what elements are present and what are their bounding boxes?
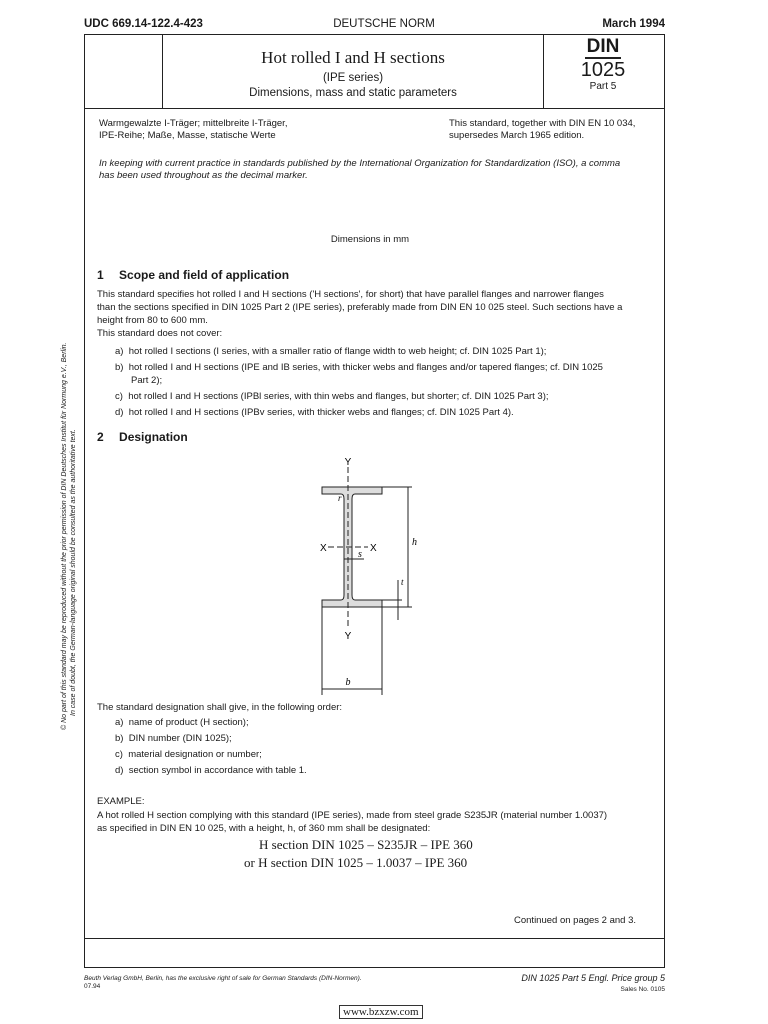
list-item (115, 406, 670, 419)
publisher-note (84, 975, 362, 991)
section-title: Designation (119, 430, 188, 444)
side-note-line: © No part of this standard may be reproduced without the prior permission of DIN Deutsches Institut für Normung e.V., Berlin. (61, 342, 68, 730)
dimensions-note: Dimensions in mm (330, 234, 410, 245)
document-subtitle: (IPE series) (322, 72, 384, 84)
section-1-list (115, 345, 670, 419)
section-number: 1 (97, 268, 104, 282)
edition-code: 07.94 (84, 983, 101, 990)
section-2-heading (97, 430, 188, 444)
section-1-heading (97, 268, 289, 282)
watermark-link[interactable]: www.bzxzw.com (339, 1005, 423, 1019)
designation-example-2: or H section DIN 1025 – 1.0037 – IPE 360 (244, 855, 468, 870)
section-number: 2 (97, 430, 104, 444)
title-divider (84, 108, 665, 109)
footer-reference: DIN 1025 Part 5 Engl. Price group 5 (521, 973, 665, 983)
example-line: as specified in DIN EN 10 025, with a height, h, of 360 mm shall be designated: (97, 823, 431, 834)
para-line: than the sections specified in DIN 1025 Part 2 (IPE series), preferably made from DIN EN 10 025 steel. Such sections have a (97, 302, 623, 313)
section-1-para (97, 288, 667, 340)
example-line: A hot rolled H section complying with this standard (IPE series), made from steel grade S235JR (material number 1.0037) (97, 810, 608, 821)
list-item (115, 716, 307, 729)
list-mark: c) (115, 391, 123, 402)
norm-label: DEUTSCHE NORM (333, 18, 435, 30)
issue-date: March 1994 (602, 18, 665, 30)
din-word: DIN (586, 36, 620, 57)
list-item (115, 732, 307, 745)
iso-note-line: In keeping with current practice in standards published by the International Organization for Standardization (ISO), a comma (99, 158, 621, 169)
list-mark: b) (115, 733, 124, 744)
list-text: hot rolled I and H sections (IPBl series, with thin webs and flanges, but shorter; cf. DIN 1025 Part 3); (128, 391, 549, 402)
german-title-line: Warmgewalzte I-Träger; mittelbreite I-Träger, (99, 118, 288, 129)
iso-note-line: has been used throughout as the decimal marker. (99, 170, 308, 181)
document-title: Hot rolled I and H sections (261, 48, 445, 67)
copyright-side-note (60, 270, 100, 730)
designation-example-1: H section DIN 1025 – S235JR – IPE 360 (259, 837, 473, 852)
section-title: Scope and field of application (119, 268, 290, 282)
list-text: Part 2); (131, 375, 163, 386)
para-line: This standard specifies hot rolled I and H sections ('H sections', for short) that have parallel flanges and narrower flanges (97, 289, 604, 300)
list-item (115, 748, 307, 761)
designation-list (115, 716, 307, 777)
list-text: hot rolled I sections (I series, with a smaller ratio of flange width to web height; cf. DIN 1025 Part 1); (128, 346, 547, 357)
list-mark: c) (115, 749, 123, 760)
list-text: hot rolled I and H sections (IPBv series, with thicker webs and flanges; cf. DIN 1025 Part 4). (128, 407, 514, 418)
din-part: Part 5 (589, 81, 617, 92)
din-number: 1025 (580, 59, 626, 81)
figure-label-r: r (338, 493, 342, 503)
german-title (99, 118, 287, 142)
list-mark: a) (115, 346, 124, 357)
supersedes-line: This standard, together with DIN EN 10 034, (449, 118, 636, 129)
list-mark: b) (115, 362, 124, 373)
udc-code: UDC 669.14-122.4-423 (84, 18, 203, 30)
sales-number: Sales No. 0105 (620, 986, 665, 993)
figure-label-y-bottom: Y (344, 631, 352, 642)
list-mark: d) (115, 407, 124, 418)
figure-label-x-right: X (370, 543, 377, 554)
list-mark: d) (115, 765, 124, 776)
para-line: height from 80 to 600 mm. (97, 315, 208, 326)
figure-label-t: t (401, 577, 404, 587)
din-logo (543, 37, 663, 92)
list-mark: a) (115, 717, 124, 728)
list-text: DIN number (DIN 1025); (128, 733, 232, 744)
list-item (115, 361, 670, 374)
figure-label-s: s (358, 549, 362, 560)
figure-label-b: b (345, 677, 351, 688)
i-section-figure (300, 455, 460, 720)
example-label: EXAMPLE: (97, 796, 145, 807)
example-text (97, 809, 672, 835)
list-item (115, 390, 670, 403)
footer-divider (84, 938, 665, 939)
figure-label-x-left: X (320, 543, 327, 554)
document-subtitle-2: Dimensions, mass and static parameters (249, 87, 457, 99)
list-text: name of product (H section); (128, 717, 249, 728)
side-note-line: In case of doubt, the German-language original should be consulted as the authoritative text. (70, 429, 77, 716)
iso-note (99, 158, 620, 182)
list-item (115, 345, 670, 358)
designation-intro: The standard designation shall give, in the following order: (97, 702, 343, 713)
supersedes-note (449, 118, 635, 142)
german-title-line: IPE-Reihe; Maße, Masse, statische Werte (99, 130, 276, 141)
list-text: section symbol in accordance with table 1. (128, 765, 307, 776)
supersedes-line: supersedes March 1965 edition. (449, 130, 585, 141)
list-item (115, 764, 307, 777)
figure-label-y-top: Y (344, 457, 352, 468)
para-line: This standard does not cover: (97, 328, 223, 339)
list-text: hot rolled I and H sections (IPE and IB series, with thicker webs and flanges and/or tapered flanges; cf. DIN 1025 (128, 362, 603, 373)
list-text: material designation or number; (128, 749, 262, 760)
continued-note: Continued on pages 2 and 3. (514, 915, 637, 926)
publisher-line: Beuth Verlag GmbH, Berlin, has the exclusive right of sale for German Standards (DIN-Normen). (84, 975, 362, 982)
figure-label-h: h (412, 537, 417, 548)
